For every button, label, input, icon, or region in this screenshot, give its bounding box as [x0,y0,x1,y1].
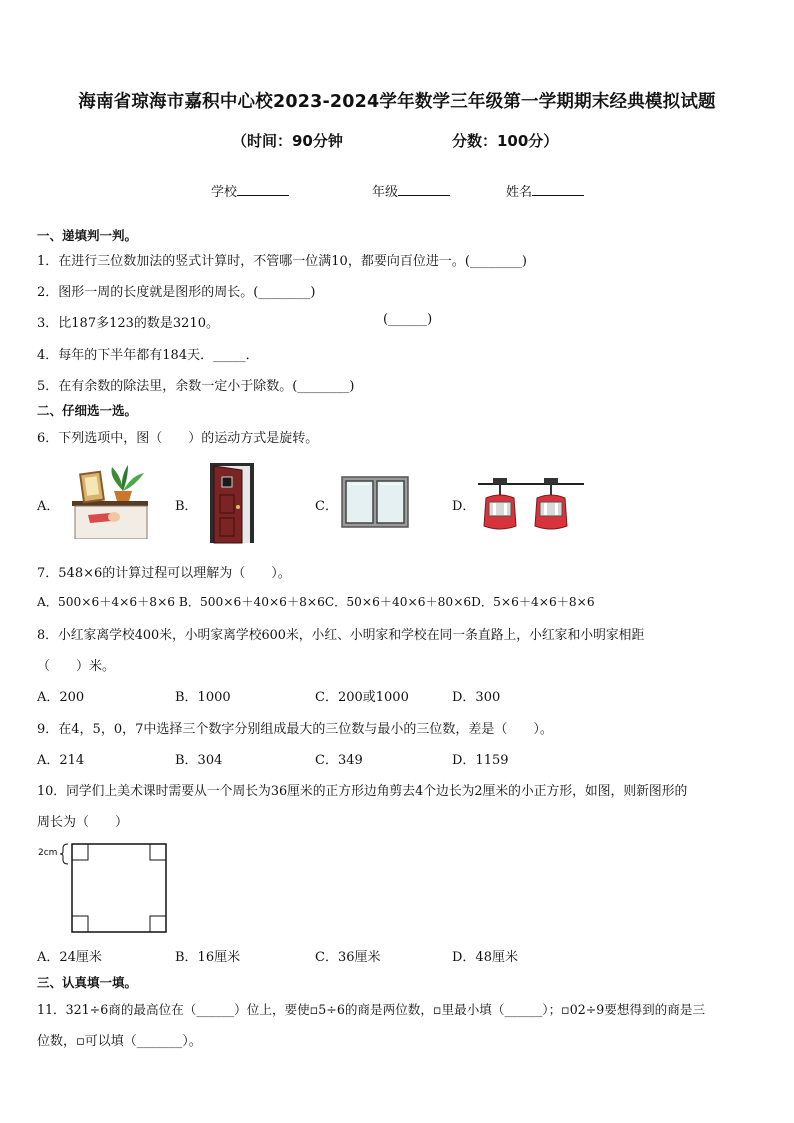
q8-option-d[interactable]: D．300 [452,690,501,705]
question-3: 3．比187多123的数是3210。 [37,316,219,331]
grade-field [372,181,450,200]
q8-option-b[interactable]: B．1000 [175,690,231,705]
question-1: 1．在进行三位数加法的竖式计算时，不管哪一位满10，都要向百位进一。(________) [37,254,527,269]
question-4: 4．每年的下半年都有184天．_____． [37,348,259,363]
question-11-line-1: 11．321÷6商的最高位在（______）位上，要使▫5÷6的商是两位数，▫里最小填（______）；▫02÷9要想得到的商是三 [37,1002,706,1017]
door-icon [208,461,258,545]
question-2: 2．图形一周的长度就是图形的周长。(________) [37,285,316,300]
q10-option-d[interactable]: D．48厘米 [452,950,518,965]
name-label: 姓名 [506,185,533,200]
question-10-line-2: 周长为（ ） [37,815,129,830]
q6-option-b-label[interactable]: B． [175,499,198,514]
plant-on-shelf-icon [70,463,150,539]
section-2-heading: 二、仔细选一选。 [37,403,138,418]
cable-car-icon [478,474,584,534]
q10-square-figure [58,840,170,936]
q8-option-a[interactable]: A．200 [37,690,85,705]
q6-option-d-label[interactable]: D． [452,499,476,514]
q10-figure-label: 2cm [38,848,58,858]
q9-option-d[interactable]: D．1159 [452,753,509,768]
q6-option-a-label[interactable]: A． [37,499,60,514]
q7-options: A．500×6＋4×6＋8×6 B．500×6＋40×6＋8×6C．50×6＋40×6＋80×6D．5×6＋4×6＋8×6 [37,595,595,609]
question-11-line-2: 位数，▫可以填（_______）。 [37,1034,202,1049]
q9-option-a[interactable]: A．214 [37,753,85,768]
name-field [506,181,584,200]
grade-label: 年级 [372,185,399,200]
q8-option-c[interactable]: C．200或1000 [315,690,409,705]
question-10-line-1: 10．同学们上美术课时需要从一个周长为36厘米的正方形边角剪去4个边长为2厘米的小正方形，如图，则新图形的 [37,784,688,799]
school-field [211,181,289,200]
q10-option-a[interactable]: A．24厘米 [37,950,102,965]
q9-option-c[interactable]: C．349 [315,753,363,768]
exam-score: 分数：100分） [452,132,559,150]
question-8-line-1: 8．小红家离学校400米，小明家离学校600米，小红、小明家和学校在同一条直路上，小红家和小明家相距 [37,628,645,643]
section-1-heading: 一、递填判一判。 [37,228,138,243]
exam-time: （时间：90分钟 [232,132,343,150]
q10-option-c[interactable]: C．36厘米 [315,950,381,965]
grade-blank[interactable] [398,183,450,196]
question-8-line-2: （ ）米。 [37,659,116,674]
q6-option-c-label[interactable]: C． [315,499,338,514]
question-9: 9．在4，5，0，7中选择三个数字分别组成最大的三位数与最小的三位数，差是（ ）。 [37,722,553,737]
name-blank[interactable] [532,183,584,196]
question-5: 5．在有余数的除法里，余数一定小于除数。(________) [37,379,355,394]
page-title: 海南省琼海市嘉积中心校2023-2024学年数学三年级第一学期期末经典模拟试题 [78,92,716,112]
question-6: 6．下列选项中，图（ ）的运动方式是旋转。 [37,431,319,446]
window-icon [341,476,409,528]
question-3-blank[interactable]: (______) [383,312,433,327]
section-3-heading: 三、认真填一填。 [37,975,138,990]
q10-option-b[interactable]: B．16厘米 [175,950,241,965]
school-label: 学校 [211,185,238,200]
question-7: 7．548×6的计算过程可以理解为（ ）。 [37,566,291,581]
school-blank[interactable] [237,183,289,196]
q9-option-b[interactable]: B．304 [175,753,223,768]
